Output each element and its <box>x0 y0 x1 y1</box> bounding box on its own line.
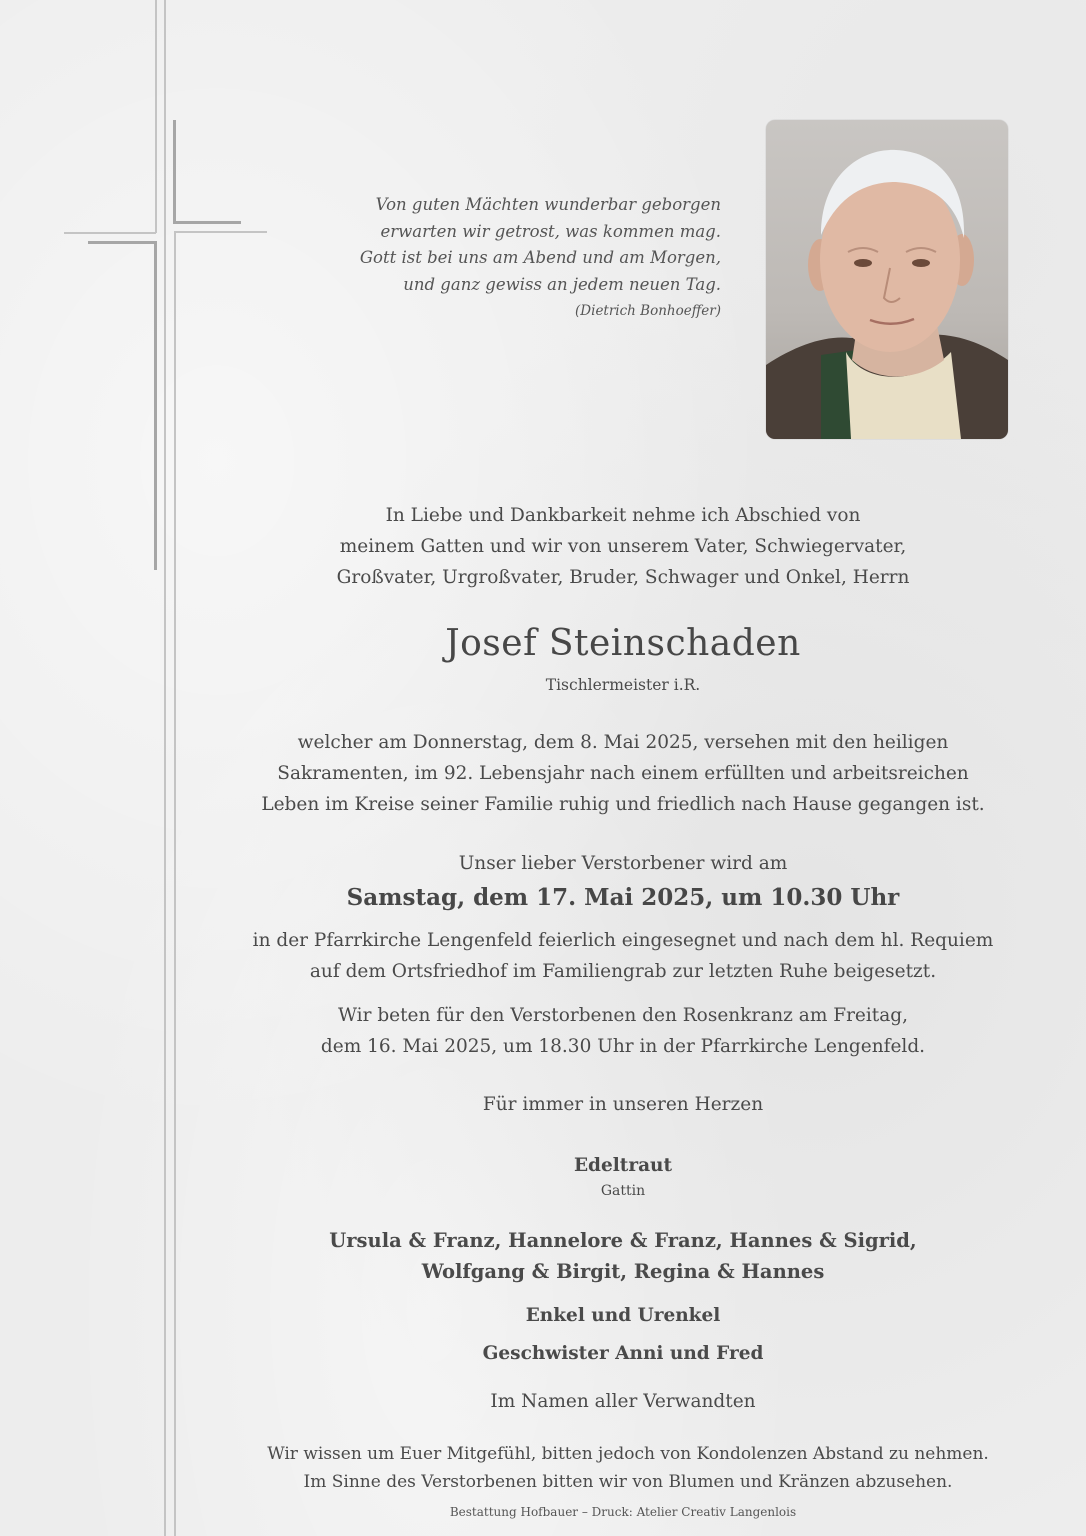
closing-phrase: Für immer in unseren Herzen <box>482 1094 764 1115</box>
grandchildren: Enkel und Urenkel <box>525 1305 721 1326</box>
notice-line: Leben im Kreise seiner Familie ruhig und friedlich nach Hause gegangen ist. <box>261 794 985 815</box>
funeral-detail-line: in der Pfarrkirche Lengenfeld feierlich eingesegnet und nach dem hl. Requiem <box>252 930 994 951</box>
requests <box>180 1440 1076 1496</box>
portrait-illustration <box>766 120 1008 439</box>
cross-line <box>174 232 176 1536</box>
bonhoeffer-quote <box>300 192 721 324</box>
children-list <box>190 1225 1056 1287</box>
siblings: Geschwister Anni und Fred <box>482 1343 764 1364</box>
intro-line: meinem Gatten und wir von unserem Vater, Schwiegervater, <box>339 536 907 557</box>
spouse-name: Edeltraut <box>573 1155 673 1176</box>
quote-line: und ganz gewiss an jedem neuen Tag. <box>403 274 721 294</box>
cross-line <box>174 231 267 233</box>
cross-line <box>154 241 157 570</box>
intro-text <box>190 500 1056 593</box>
quote-line: Von guten Mächten wunderbar geborgen <box>375 195 721 214</box>
request-line: Im Sinne des Verstorbenen bitten wir von Blumen und Kränzen abzusehen. <box>303 1472 953 1492</box>
request-line: Wir wissen um Euer Mitgefühl, bitten jedoch von Kondolenzen Abstand zu nehmen. <box>267 1444 989 1464</box>
deceased-name: Josef Steinschaden <box>445 623 801 664</box>
cross-line <box>173 120 176 223</box>
death-notice <box>190 727 1056 820</box>
cross-line <box>155 0 157 233</box>
cross-line <box>88 241 157 244</box>
quote-line: erwarten wir getrost, was kommen mag. <box>380 221 721 241</box>
rosary-line: dem 16. Mai 2025, um 18.30 Uhr in der Pfarrkirche Lengenfeld. <box>320 1036 926 1057</box>
relatives: Im Namen aller Verwandten <box>490 1391 756 1412</box>
intro-line: In Liebe und Dankbarkeit nehme ich Abschied von <box>385 505 861 526</box>
cross-line <box>173 221 241 224</box>
portrait-photo <box>766 120 1008 439</box>
quote-line: Gott ist bei uns am Abend und am Morgen, <box>359 248 721 267</box>
quote-author: (Dietrich Bonhoeffer) <box>575 303 721 319</box>
intro-line: Großvater, Urgroßvater, Bruder, Schwager und Onkel, Herrn <box>336 567 910 588</box>
children-line: Wolfgang & Birgit, Regina & Hannes <box>421 1260 825 1283</box>
children-line: Ursula & Franz, Hannelore & Franz, Hannes & Sigrid, <box>329 1229 917 1252</box>
funeral-lead: Unser lieber Verstorbener wird am <box>458 853 788 874</box>
footer-credits: Bestattung Hofbauer – Druck: Atelier Creativ Langenlois <box>449 1505 797 1519</box>
deceased-title: Tischlermeister i.R. <box>545 676 701 694</box>
cross-line <box>64 232 156 234</box>
notice-line: Sakramenten, im 92. Lebensjahr nach einem erfüllten und arbeitsreichen <box>277 763 969 784</box>
funeral-detail-line: auf dem Ortsfriedhof im Familiengrab zur letzten Ruhe beigesetzt. <box>309 961 937 982</box>
cross-line <box>164 0 166 1536</box>
spouse-relation: Gattin <box>600 1183 646 1199</box>
funeral-date-time: Samstag, dem 17. Mai 2025, um 10.30 Uhr <box>346 884 900 911</box>
funeral-details <box>190 925 1056 987</box>
notice-line: welcher am Donnerstag, dem 8. Mai 2025, versehen mit den heiligen <box>297 732 949 753</box>
rosary-notice <box>190 1000 1056 1062</box>
rosary-line: Wir beten für den Verstorbenen den Rosenkranz am Freitag, <box>337 1005 908 1026</box>
